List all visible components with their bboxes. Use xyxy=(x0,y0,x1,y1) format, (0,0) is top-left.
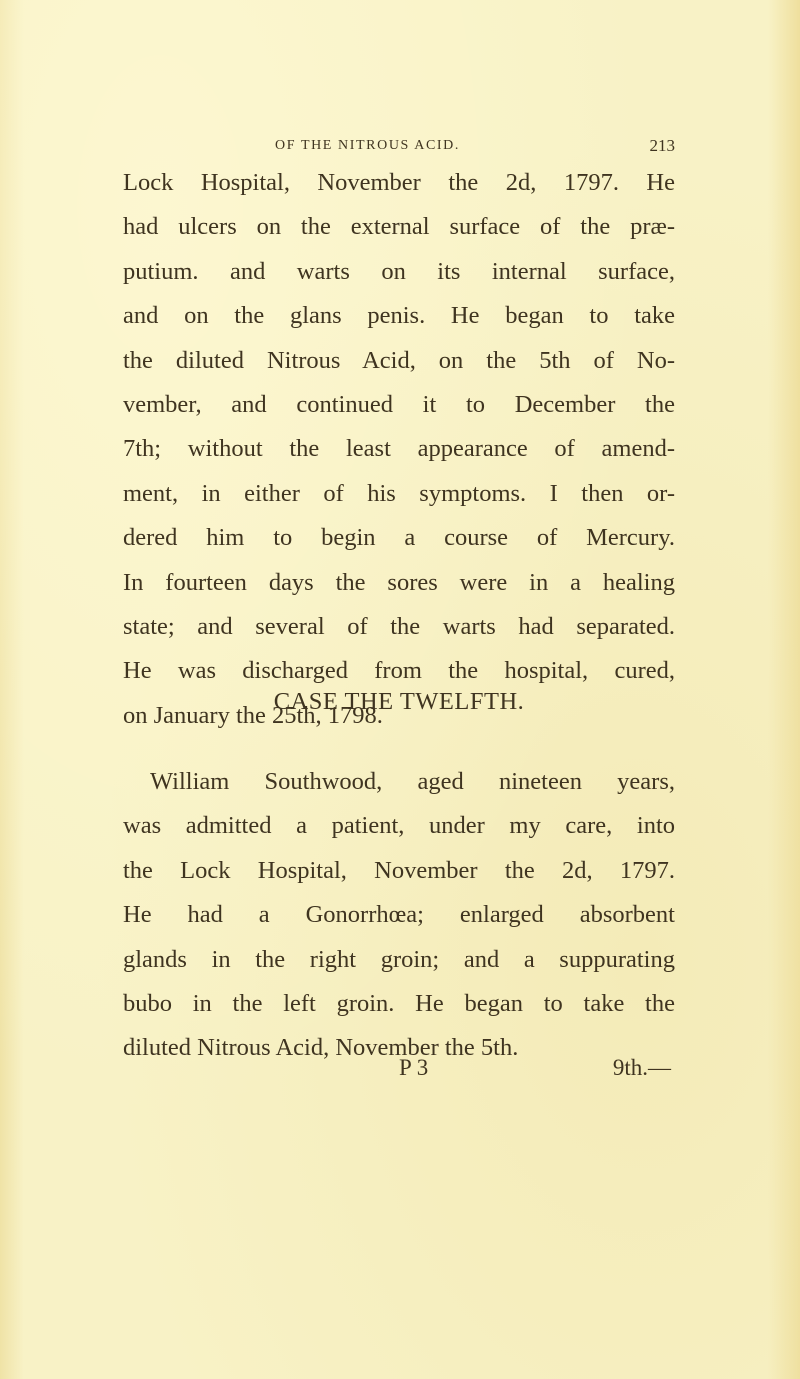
text-line: the Lock Hospital, November the 2d, 1797. xyxy=(123,856,675,884)
paragraph-case-eleven-conclusion xyxy=(123,161,675,738)
text-line: on January the 25th, 1798. xyxy=(123,701,383,729)
text-line: He had a Gonorrhœa; enlarged absorbent xyxy=(123,901,675,929)
page-footer xyxy=(123,1055,675,1085)
catchword: 9th.— xyxy=(612,1055,671,1080)
text-line: Lock Hospital, November the 2d, 1797. He xyxy=(123,169,675,196)
text-line: glands in the right groin; and a suppurating xyxy=(123,945,675,973)
text-line: dered him to begin a course of Mercury. xyxy=(123,524,675,552)
text-line: and on the glans penis. He began to take xyxy=(123,302,675,330)
text-line: diluted Nitrous Acid, November the 5th. xyxy=(123,1034,519,1062)
running-head: OF THE NITROUS ACID. xyxy=(275,138,460,153)
page-number: 213 xyxy=(649,136,675,155)
text-line: William Southwood, aged nineteen years, xyxy=(150,768,675,795)
text-line: In fourteen days the sores were in a healing xyxy=(123,568,675,596)
text-line: putium. and warts on its internal surface, xyxy=(123,257,675,285)
text-line: was admitted a patient, under my care, into xyxy=(123,812,675,840)
page-header xyxy=(123,138,675,162)
text-line: had ulcers on the external surface of the præ- xyxy=(123,213,675,241)
text-line: bubo in the left groin. He began to take the xyxy=(123,989,675,1017)
signature-mark: P 3 xyxy=(399,1055,429,1080)
text-line: ment, in either of his symptoms. I then or- xyxy=(123,479,675,507)
text-line: the diluted Nitrous Acid, on the 5th of No- xyxy=(123,346,675,374)
text-line: He was discharged from the hospital, cured, xyxy=(123,657,675,685)
text-line: 7th; without the least appearance of amend- xyxy=(123,435,675,463)
paragraph-case-twelve xyxy=(123,760,675,1071)
text-line: vember, and continued it to December the xyxy=(123,390,675,418)
section-heading: CASE THE TWELFTH. xyxy=(273,688,525,715)
text-line: state; and several of the warts had separated. xyxy=(123,612,675,640)
